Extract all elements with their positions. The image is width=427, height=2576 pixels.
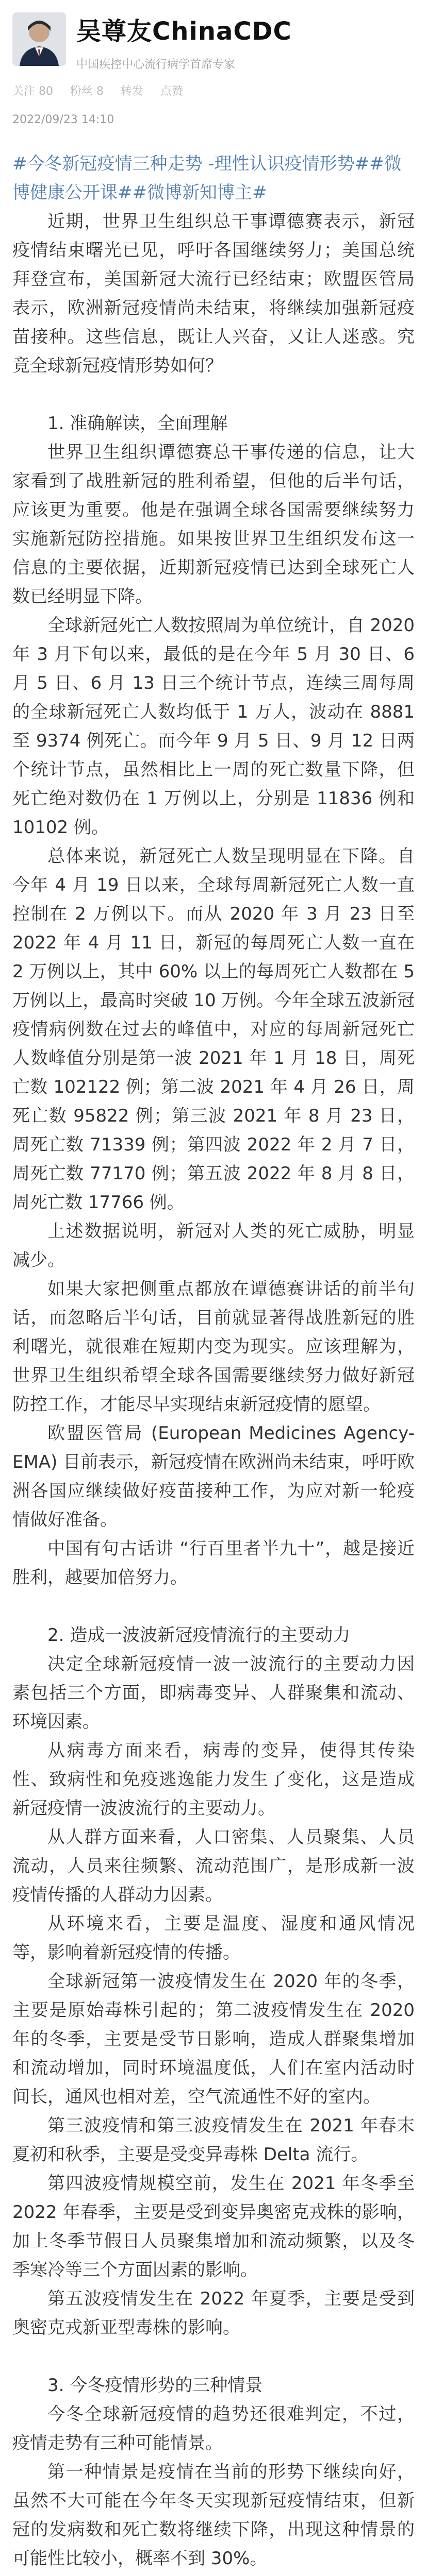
section-heading: 3. 今冬疫情形势的三种情景	[47, 2375, 263, 2396]
avatar-portrait-icon	[12, 12, 66, 66]
author-name[interactable]: 吴尊友ChinaCDC	[76, 17, 292, 46]
section-heading: 2. 造成一波波新冠疫情流行的主要动力	[47, 1625, 351, 1646]
section-heading: 1. 准确解读，全面理解	[47, 413, 228, 434]
stat-fans[interactable]: 粉丝 8	[70, 85, 104, 98]
body-paragraph: 第一种情景是疫情在当前的形势下继续向好，虽然不大可能在今年冬天实现新冠疫情结束，但新冠的发病数和死亡数将继续下降，出现这种情景的可能性比较小，概率不到 30%。	[12, 2462, 415, 2569]
body-paragraph: 第五波疫情发生在 2022 年夏季，主要是受到奥密克戎新亚型毒株的影响。	[12, 2289, 415, 2338]
body-paragraph: 决定全球新冠疫情一波一波流行的主要动力因素包括三个方面，即病毒变异、人群聚集和流动、环境因素。	[12, 1654, 415, 1732]
post-timestamp: 2022/09/23 14:10	[12, 113, 114, 126]
body-paragraph: 近期，世界卫生组织总干事谭德赛表示，新冠疫情结束曙光已见，呼吁各国继续努力；美国总统拜登宣布，美国新冠大流行已经结束；欧盟医管局表示，欧洲新冠疫情尚未结束，将继续加强新冠疫苗接种。这些信息，既让人兴奋，又让人迷惑。究竟全球新冠疫情形势如何？	[12, 211, 415, 376]
body-paragraph: 如果大家把侧重点都放在谭德赛讲话的前半句话，而忽略后半句话，目前就显著得战胜新冠的胜利曙光，就很难在短期内变为现实。应该理解为，世界卫生组织希望全球各国需要继续努力做好新冠防控工作，才能尽早实现结束新冠疫情的愿望。	[12, 1279, 415, 1415]
topic-link[interactable]: #今冬新冠疫情三种走势 -理性认识疫情形势#	[12, 154, 370, 174]
body-paragraph: 欧盟医管局 (European Medicines Agency-EMA) 目前表示，新冠疫情在欧洲尚未结束，呼吁欧洲各国应继续做好疫苗接种工作，为应对新一轮疫情做好准备。	[12, 1423, 415, 1530]
topic-link[interactable]: #微博新知博主#	[132, 182, 267, 203]
stat-following[interactable]: 关注 80	[12, 85, 53, 98]
post-content	[12, 149, 415, 2576]
topic-link[interactable]: #微博健康公开课#	[12, 154, 402, 203]
author-description: 中国疾控中心流行病学首席专家	[76, 58, 236, 71]
body-paragraph: 总体来说，新冠死亡人数呈现明显在下降。自今年 4 月 19 日以来，全球每周新冠死亡人数一直控制在 2 万例以下。而从 2020 年 3 月 23 日至 2022 年 4 月 11 日，新冠的每周死亡人数一直在 2 万例以上，其中 60% 以上的每周死亡人数都在 5 万例以上，最高时突破 10 万例。今年全球五波新冠疫情病例数在过去的峰值中，对应的每周新冠死亡人数峰值分别是第一波 2021 年 1 月 18 日，周死亡数 102122 例；第二波 2021 年 4 月 26 日，周死亡数 95822 例；第三波 2021 年 8 月 23 日，周死亡数 71339 例；第四波 2022 年 2 月 7 日，周死亡数 77170 例；第五波 2022 年 8 月 8 日，周死亡数 17766 例。	[12, 846, 415, 1213]
body-paragraph: 世界卫生组织谭德赛总干事传递的信息，让大家看到了战胜新冠的胜利希望，但他的后半句话，应该更为重要。他是在强调全球各国需要继续努力实施新冠防控措施。如果按世界卫生组织发布这一信息的主要依据，近期新冠疫情已达到全球死亡人数已经明显下降。	[12, 442, 415, 607]
body-paragraph: 从人群方面来看，人口密集、人员聚集、人员流动，人员来往频繁、流动范围广，是形成新一波疫情传播的人群动力因素。	[12, 1827, 415, 1905]
post-body	[12, 207, 415, 2576]
body-paragraph: 今冬全球新冠疫情的趋势还很难判定，不过，疫情走势有三种可能情景。	[12, 2404, 415, 2453]
body-paragraph	[12, 2573, 415, 2576]
stat-likes[interactable]: 点赞	[160, 85, 184, 98]
avatar[interactable]	[12, 12, 66, 66]
body-paragraph: 上述数据说明，新冠对人类的死亡威胁，明显减少。	[12, 1221, 415, 1270]
body-paragraph: 全球新冠死亡人数按照周为单位统计，自 2020 年 3 月下旬以来，最低的是在今年 5 月 30 日、6 月 5 日、6 月 13 日三个统计节点，连续三周每周的全球新冠死亡人数均低于 1 万人，波动在 8881 至 9374 例死亡。而今年 9 月 5 日、9 月 12 日两个统计节点，虽然相比上一周的死亡数量下降，但死亡绝对数仍在 1 万例以上，分别是 11836 例和 10102 例。	[12, 615, 415, 838]
body-paragraph: 从环境来看，主要是温度、湿度和通风情况等，影响着新冠疫情的传播。	[12, 1913, 415, 1963]
body-paragraph: 全球新冠第一波疫情发生在 2020 年的冬季，主要是原始毒株引起的；第二波疫情发生在 2020 年的冬季，主要是受节日影响，造成人群聚集增加和流动增加，同时环境温度低，人们在室内活动时间长，通风也相对差，空气流通性不好的室内。	[12, 1971, 415, 2107]
body-paragraph: 第三波疫情和第三波疫情发生在 2021 年春末夏初和秋季，主要是受变异毒株 Delta 流行。	[12, 2115, 415, 2165]
body-paragraph: 中国有句古话讲 “行百里者半九十”，越是接近胜利，越要加倍努力。	[12, 1538, 415, 1588]
author-stats	[12, 82, 196, 98]
body-paragraph: 第四波疫情规模空前，发生在 2021 年冬季至 2022 年春季，主要是受到变异奥密克戎株的影响，加上冬季节假日人员聚集增加和流动频繁，以及冬季寒冷等三个方面因素的影响。	[12, 2173, 415, 2280]
topic-tags	[12, 149, 415, 207]
stat-reposts[interactable]: 转发	[121, 85, 144, 98]
post-header	[0, 0, 427, 155]
body-paragraph: 从病毒方面来看，病毒的变异，使得其传染性、致病性和免疫逃逸能力发生了变化，这是造成新冠疫情一波波流行的主要动力。	[12, 1740, 415, 1819]
